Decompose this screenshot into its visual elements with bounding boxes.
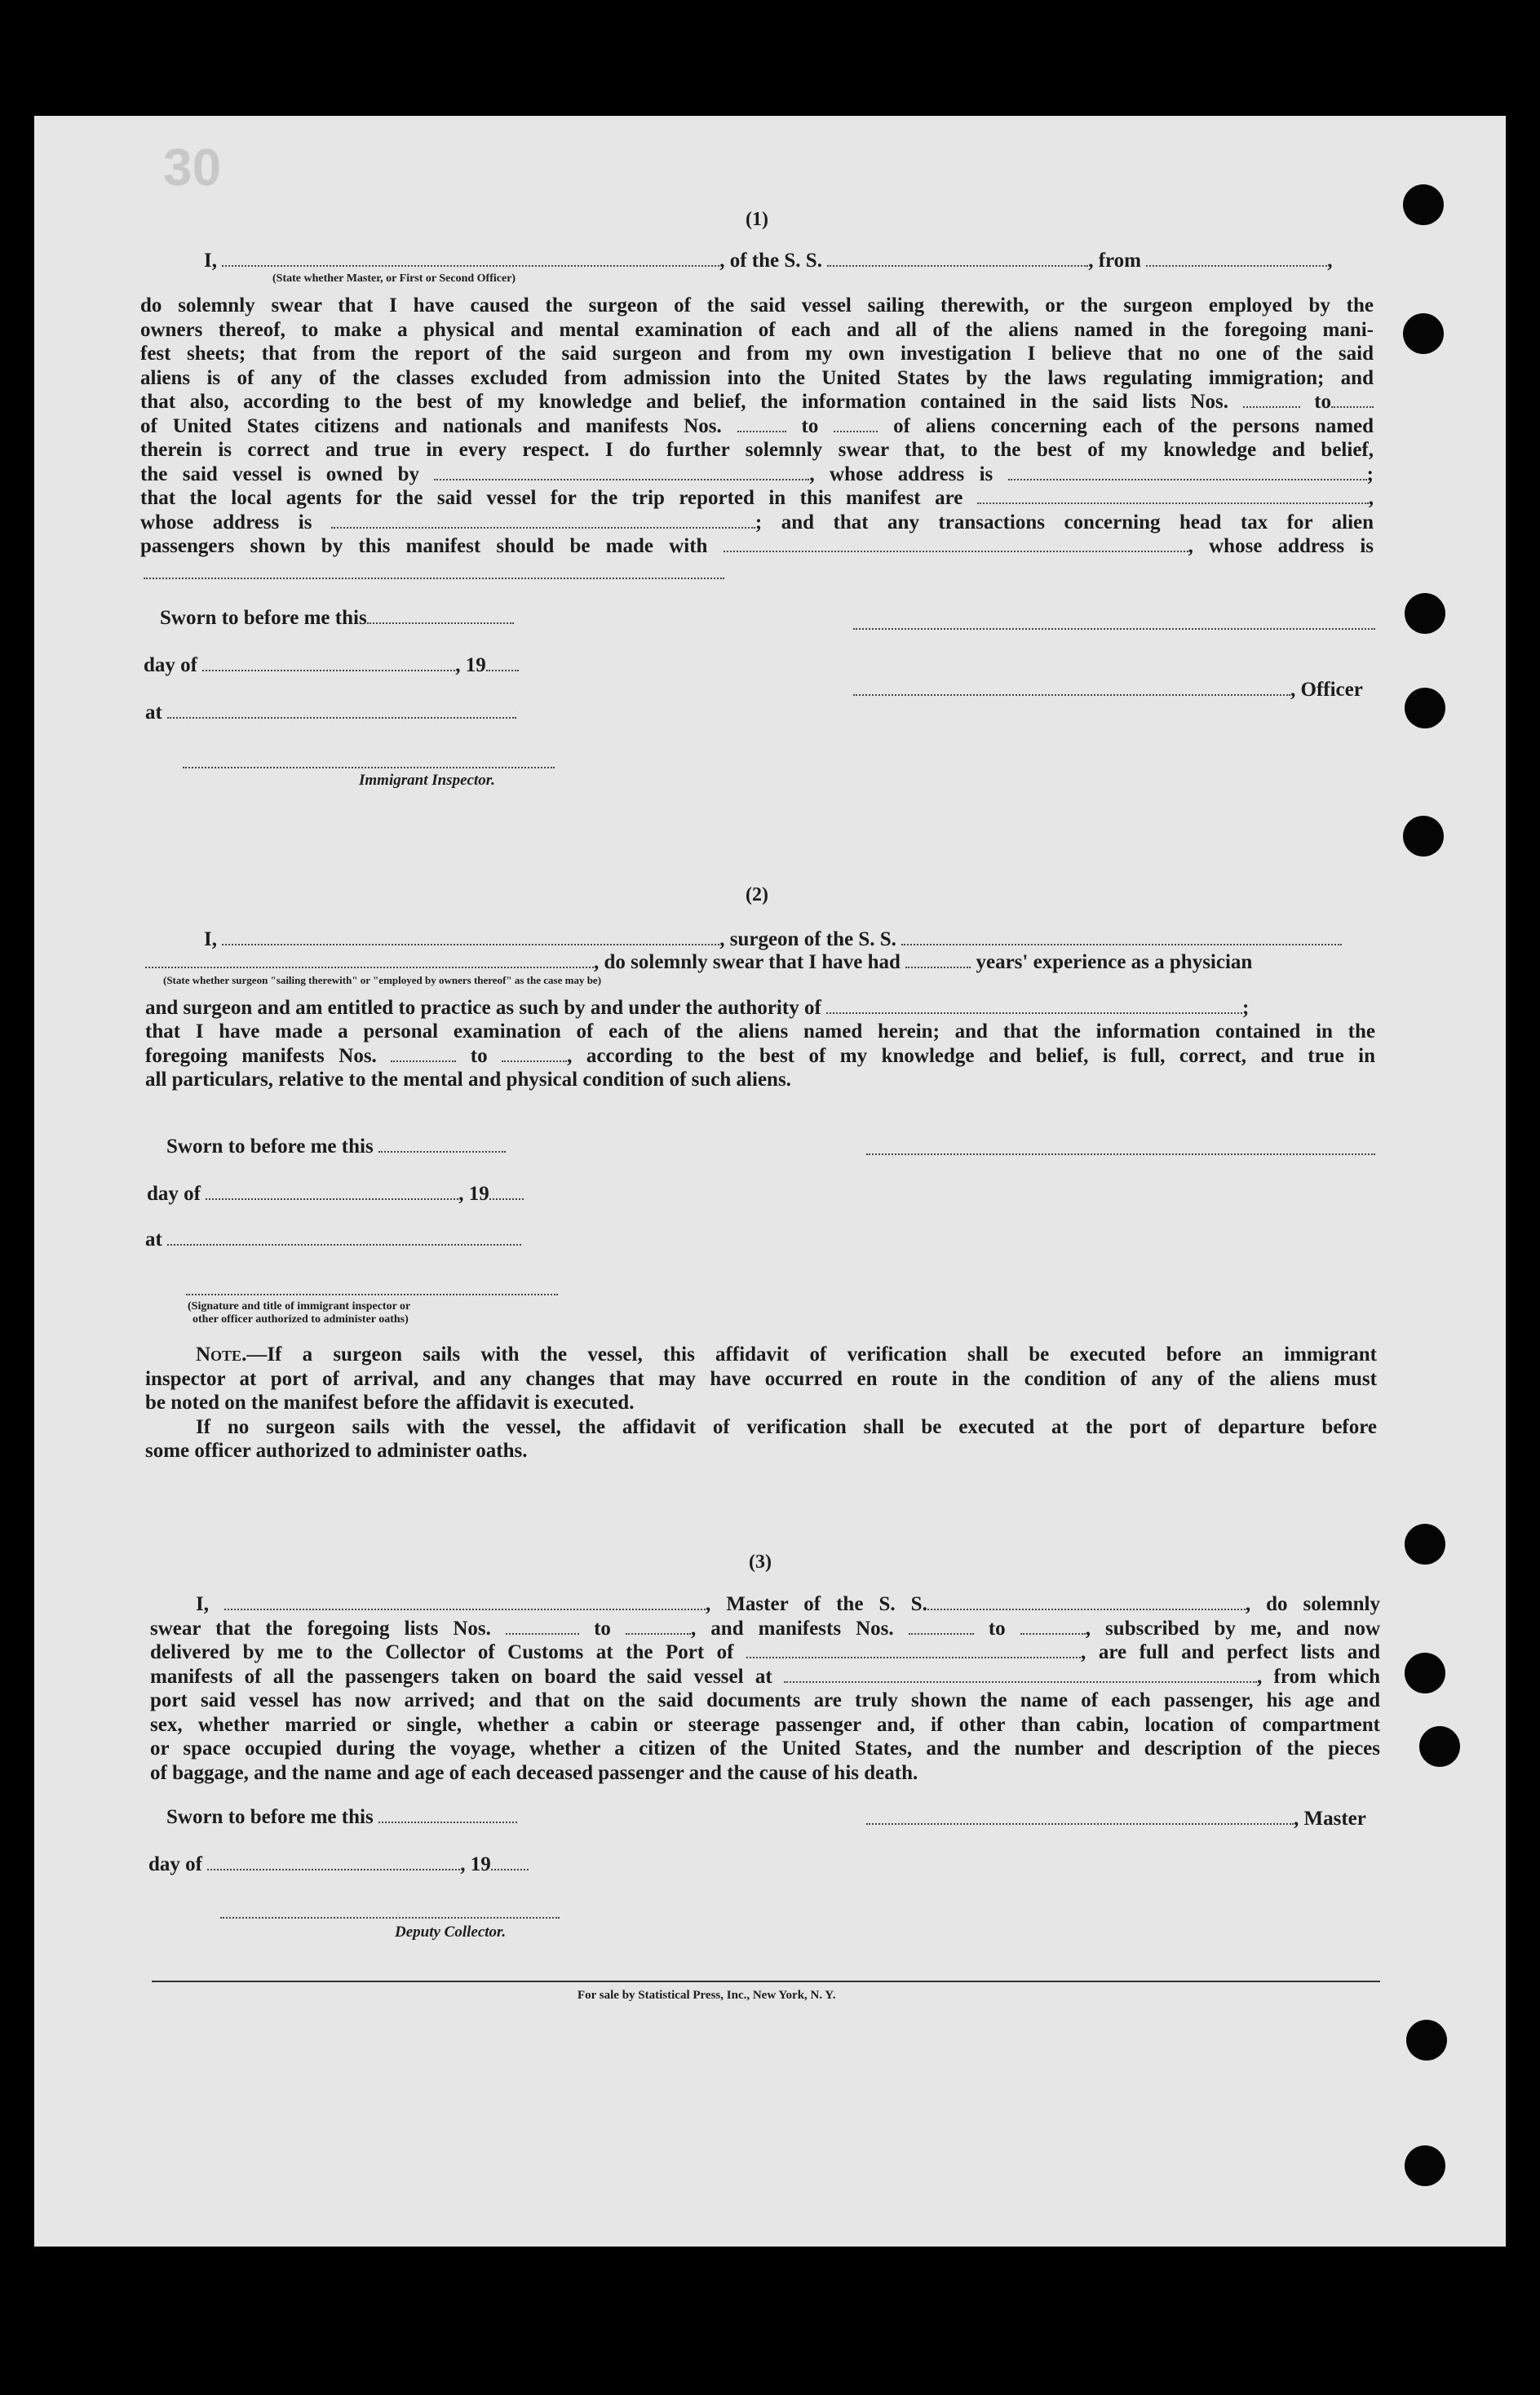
agents-field[interactable] <box>977 488 1369 504</box>
punch-hole <box>1403 313 1444 354</box>
ship-name-field[interactable] <box>827 250 1088 267</box>
punch-hole <box>1403 184 1444 225</box>
head-tax-address-field[interactable] <box>144 578 724 579</box>
sworn-day-field[interactable] <box>378 1136 506 1153</box>
text: Sworn to before me this <box>160 607 367 629</box>
section-1-day-of <box>144 654 519 677</box>
place-field[interactable] <box>167 702 516 719</box>
text: that also, according to the best of my knowledge and belief, the information contained in the said lists Nos. <box>140 391 1228 413</box>
surgeon-ship-field[interactable] <box>901 929 1342 945</box>
from-port-field[interactable] <box>1146 250 1327 267</box>
section-1-at <box>145 702 516 724</box>
list-from-field[interactable] <box>506 1618 579 1635</box>
section-2-heading: (2) <box>746 884 768 905</box>
punch-hole <box>1405 2145 1445 2186</box>
text: , 19 <box>458 1183 489 1205</box>
section-3-master <box>866 1808 1366 1831</box>
owner-field[interactable] <box>434 464 809 480</box>
text: ; and that any transactions concerning head tax for alien <box>755 511 1374 533</box>
text: years' experience as a physician <box>976 951 1253 973</box>
sig-caption-1: (Signature and title of immigrant inspector or <box>188 1300 411 1313</box>
para-line <box>145 1044 1375 1069</box>
head-tax-party-field[interactable] <box>724 536 1188 552</box>
text: swear that the foregoing lists Nos. <box>150 1617 491 1640</box>
para-line: or space occupied during the voyage, whether a citizen of the United States, and the number and description of the pieces <box>150 1738 1380 1760</box>
para-line: all particulars, relative to the mental and physical condition of such aliens. <box>145 1069 791 1091</box>
note-label: Note. <box>196 1344 247 1366</box>
text: I, <box>204 250 217 272</box>
para-line: aliens is of any of the classes excluded from admission into the United States by the laws regulating immigration; and <box>140 366 1374 389</box>
punch-hole <box>1406 2020 1447 2061</box>
text: the said vessel is owned by <box>140 463 419 485</box>
text: at <box>145 1228 162 1251</box>
surgeon-name-field[interactable] <box>222 929 719 945</box>
deputy-signature-field[interactable] <box>220 1917 560 1919</box>
para-line: owners thereof, to make a physical and mental examination of each and all of the aliens named in the foregoing mani- <box>140 318 1374 341</box>
master-signature-field[interactable] <box>866 1808 1294 1825</box>
section-2-at <box>145 1228 521 1251</box>
text: ; <box>1242 997 1250 1019</box>
para-line: of baggage, and the name and age of each deceased passenger and the cause of his death. <box>150 1761 918 1784</box>
para-line <box>140 414 1374 439</box>
para-line: port said vessel has now arrived; and that on the said documents are truly shown the name of each passenger, his age and <box>150 1689 1380 1711</box>
text: and surgeon and am entitled to practice as such by and under the authority of <box>145 997 821 1019</box>
text: , surgeon of the S. S. <box>719 928 896 950</box>
officer-signature-field[interactable] <box>853 680 1290 696</box>
port-field[interactable] <box>746 1642 1081 1658</box>
text: —If a surgeon sails with the vessel, this affidavit of verification shall be executed before an immigrant <box>246 1344 1377 1366</box>
section-3-day-of <box>148 1853 529 1876</box>
agents-address-field[interactable] <box>331 512 755 529</box>
manifest-to-field[interactable] <box>1020 1618 1086 1635</box>
text: day of <box>144 654 197 676</box>
punch-hole <box>1405 1524 1445 1565</box>
sig-caption-2: other officer authorized to administer oaths) <box>192 1313 409 1326</box>
years-field[interactable] <box>905 952 971 968</box>
list-from-field[interactable] <box>1243 392 1300 408</box>
text: manifests of all the passengers taken on board the said vessel at <box>150 1665 772 1688</box>
text: to <box>594 1617 611 1640</box>
para-line <box>140 511 1374 535</box>
manifest-from-field[interactable] <box>737 416 786 432</box>
list-to-field[interactable] <box>626 1618 691 1635</box>
text: to <box>470 1044 488 1067</box>
section-1-line-1: I, , of the S. S. , from , <box>204 250 1333 272</box>
para-line: sex, whether married or single, whether a cabin or steerage passenger and, if other than cabin, location of compartment <box>150 1713 1380 1736</box>
text: I, <box>204 928 217 950</box>
text: , Master of the S. S. <box>706 1593 927 1615</box>
para-line: that I have made a personal examination of each of the aliens named herein; and that the information contained in the <box>145 1020 1375 1043</box>
text: I, <box>196 1593 209 1615</box>
text: , whose address is <box>1188 535 1374 557</box>
note-line: be noted on the manifest before the affidavit is executed. <box>145 1392 635 1414</box>
text: , 19 <box>460 1853 491 1875</box>
section-1-sworn <box>160 607 514 630</box>
section-1-paragraph <box>140 294 1374 559</box>
section-2-line-1 <box>204 928 1342 951</box>
text: of United States citizens and nationals and manifests Nos. <box>140 414 722 437</box>
text: , do solemnly <box>1245 1593 1381 1615</box>
text: Sworn to before me this <box>166 1136 374 1158</box>
officer-title-field[interactable] <box>222 250 719 267</box>
text: , <box>1368 487 1374 509</box>
owner-address-field[interactable] <box>1008 464 1367 480</box>
month-field[interactable] <box>207 1854 460 1870</box>
text: of aliens concerning each of the persons named <box>893 414 1374 437</box>
text: whose address is <box>140 511 312 533</box>
page-number-stamp: 30 <box>163 138 222 197</box>
printer-credit: For sale by Statistical Press, Inc., New York, N. Y. <box>578 1989 836 2002</box>
section-2-line-3 <box>145 997 1249 1020</box>
para-line <box>150 1592 1380 1617</box>
para-line <box>150 1665 1380 1689</box>
year-field[interactable] <box>491 1854 529 1870</box>
manifest-to-field[interactable] <box>834 416 878 432</box>
punch-hole <box>1405 1653 1445 1693</box>
para-line <box>140 390 1374 414</box>
section-2-line-2 <box>145 951 1252 974</box>
sworn-day-field[interactable] <box>367 608 514 624</box>
year-field[interactable] <box>486 655 519 671</box>
text: to <box>1314 391 1332 413</box>
manifest-to-field[interactable] <box>502 1046 567 1062</box>
surgeon-caption: (State whether surgeon "sailing therewith" or "employed by owners thereof" as the case may be) <box>163 974 602 986</box>
text: , whose address is <box>809 463 993 485</box>
text: , are full and perfect lists and <box>1081 1641 1381 1663</box>
text: foregoing manifests Nos. <box>145 1044 377 1067</box>
punch-hole <box>1403 816 1444 857</box>
departure-port-field[interactable] <box>784 1667 1257 1683</box>
text: , from <box>1088 250 1141 272</box>
sworn-day-field[interactable] <box>378 1807 517 1823</box>
text: , 19 <box>455 654 486 676</box>
punch-hole <box>1405 593 1445 634</box>
para-line <box>140 486 1374 511</box>
text: , subscribed by me, and now <box>1085 1617 1381 1640</box>
deputy-label: Deputy Collector. <box>395 1924 507 1941</box>
punch-hole <box>1419 1726 1460 1767</box>
section-3-sworn <box>166 1806 517 1829</box>
manifest-from-field[interactable] <box>909 1618 974 1635</box>
section-1-officer <box>853 679 1363 702</box>
authority-field[interactable] <box>826 998 1242 1014</box>
place-field[interactable] <box>167 1229 521 1246</box>
text: , do solemnly swear that I have had <box>594 951 901 973</box>
inspector-label: Immigrant Inspector. <box>359 772 495 789</box>
section-2-sworn <box>166 1136 506 1158</box>
text: , from which <box>1256 1665 1381 1688</box>
section-3-paragraph <box>150 1592 1380 1785</box>
section-1-heading: (1) <box>746 209 768 230</box>
month-field[interactable] <box>202 655 455 671</box>
text: ; <box>1366 463 1374 485</box>
text: to <box>988 1617 1006 1640</box>
text: , Master <box>1294 1808 1366 1830</box>
month-field[interactable] <box>206 1184 458 1200</box>
list-to-field[interactable] <box>1331 392 1374 408</box>
note-line: inspector at port of arrival, and any changes that may have occurred en route in the condition of any of the aliens must <box>145 1367 1377 1390</box>
para-line <box>140 463 1374 487</box>
text: day of <box>147 1183 201 1205</box>
inspector-signature-field[interactable] <box>186 1294 558 1295</box>
punch-hole <box>1405 688 1445 728</box>
para-line: fest sheets; that from the report of the said surgeon and from my own investigation I believe that no one of the said <box>140 343 1374 365</box>
signature-line[interactable] <box>853 628 1375 630</box>
text: , Officer <box>1290 679 1363 701</box>
section-2-day-of <box>147 1183 524 1206</box>
para-line: therein is correct and true in every respect. I do further solemnly swear that, to the best of my knowledge and belief, <box>140 439 1374 461</box>
footer-rule <box>152 1981 1380 1982</box>
text: that the local agents for the said vessel for the trip reported in this manifest are <box>140 487 963 509</box>
text: at <box>145 702 162 724</box>
surgeon-status-field[interactable] <box>145 952 594 968</box>
text: , and manifests Nos. <box>690 1617 894 1640</box>
text: , of the S. S. <box>719 250 822 272</box>
para-line: do solemnly swear that I have caused the surgeon of the said vessel sailing therewith, or the surgeon employed by the <box>140 294 1374 317</box>
note-line: some officer authorized to administer oaths. <box>145 1440 528 1462</box>
text: to <box>801 414 819 437</box>
surgeon-signature-field[interactable] <box>866 1153 1375 1155</box>
manifest-from-field[interactable] <box>391 1046 456 1062</box>
inspector-signature-field[interactable] <box>183 767 555 768</box>
note-line: If no surgeon sails with the vessel, the affidavit of verification shall be executed at the port of departure before <box>196 1415 1377 1438</box>
text: Sworn to before me this <box>166 1806 374 1828</box>
text: passengers shown by this manifest should be made with <box>140 535 708 557</box>
text: day of <box>148 1853 202 1875</box>
section-2-paragraph <box>145 1020 1375 1092</box>
section-3-heading: (3) <box>749 1552 772 1573</box>
note-paragraph <box>145 1343 1377 1463</box>
officer-caption: (State whether Master, or First or Second Officer) <box>272 272 516 285</box>
master-name-field[interactable] <box>224 1594 706 1610</box>
ship-name-field[interactable] <box>927 1594 1246 1610</box>
note-line <box>145 1343 1377 1367</box>
para-line <box>140 534 1374 559</box>
text: , according to the best of my knowledge and belief, is full, correct, and true in <box>567 1044 1375 1067</box>
para-line <box>150 1617 1380 1641</box>
text: delivered by me to the Collector of Customs at the Port of <box>150 1641 734 1663</box>
year-field[interactable] <box>489 1184 524 1200</box>
para-line <box>150 1640 1380 1665</box>
